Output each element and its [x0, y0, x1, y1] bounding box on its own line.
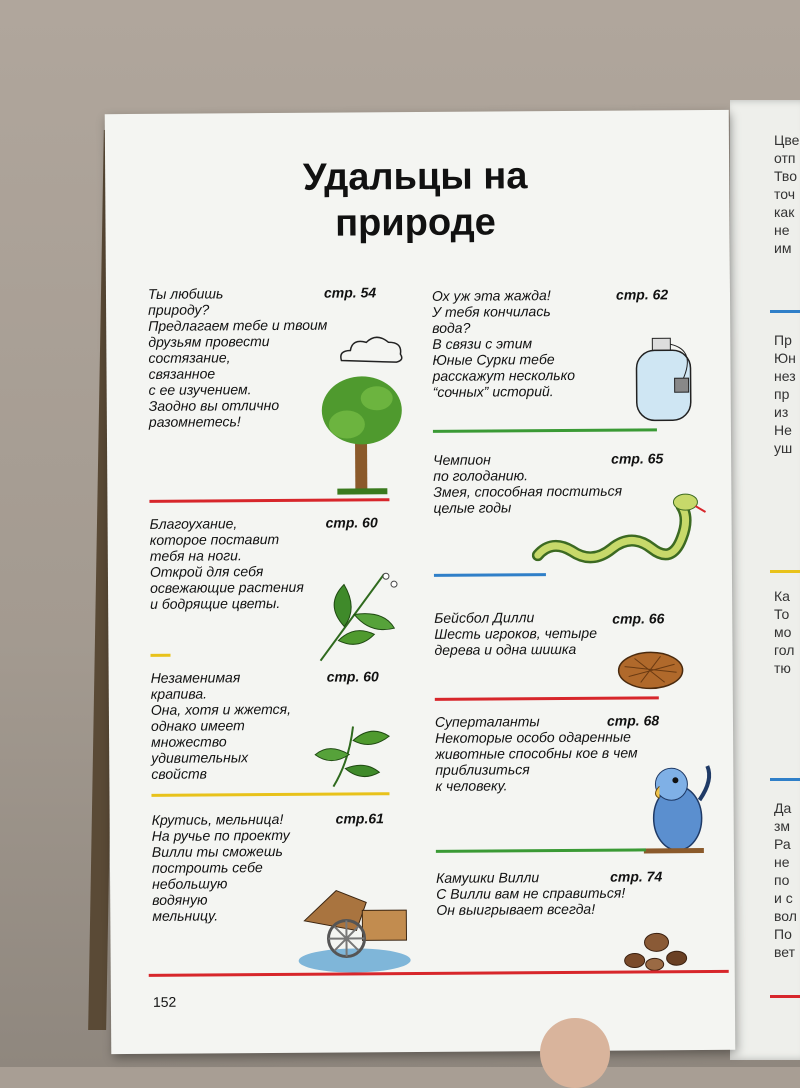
right-rule	[770, 995, 800, 998]
right-fragment: как	[774, 204, 795, 220]
entry-text: Благоухание, которое поставит тебя на ноги. Открой для себя освежающие растения и бодрящие цветы.	[149, 515, 304, 612]
right-fragment: То	[774, 606, 790, 622]
right-fragment: точ	[774, 186, 796, 202]
entry-text: Камушки Вилли С Вилли вам не справиться! Он выигрывает всегда!	[436, 869, 626, 918]
right-fragment: Не	[774, 422, 792, 438]
page-reference: стр. 66	[612, 610, 665, 627]
left-page	[105, 110, 736, 1054]
finger-thumb	[540, 1018, 610, 1088]
section-divider	[435, 696, 659, 701]
right-rule	[770, 570, 800, 573]
page-reference: стр. 74	[610, 868, 663, 885]
right-fragment: Пр	[774, 332, 792, 348]
right-fragment: гол	[774, 642, 795, 658]
right-fragment: уш	[774, 440, 793, 456]
section-divider	[151, 792, 389, 797]
entry-text: Незаменимая крапива. Она, хотя и жжется, однако имеет множество удивительных свойств	[150, 669, 292, 782]
right-fragment: тю	[774, 660, 791, 676]
right-fragment: не	[774, 222, 790, 238]
flask-icon	[630, 334, 701, 424]
entry-text: Бейсбол Дилли Шесть игроков, четыре дерева и одна шишка	[434, 609, 598, 658]
page-title: Удальцы на природе	[302, 155, 528, 245]
section-divider	[149, 498, 389, 503]
section-divider	[436, 848, 646, 852]
page-reference: стр. 62	[615, 286, 669, 303]
right-rule	[770, 310, 800, 313]
right-fragment: зм	[774, 818, 791, 834]
right-fragment: вет	[774, 944, 796, 960]
right-fragment: Да	[774, 800, 792, 816]
section-divider	[433, 428, 657, 433]
section-divider	[150, 654, 170, 657]
cloud-icon	[336, 330, 406, 366]
right-fragment: пр	[774, 386, 790, 402]
tree-icon	[317, 374, 408, 499]
right-fragment: Ра	[774, 836, 791, 852]
right-fragment: вол	[774, 908, 797, 924]
right-fragment: Тво	[774, 168, 798, 184]
page-reference: стр. 68	[606, 712, 660, 729]
nettle-icon	[309, 720, 399, 791]
page-number: 152	[152, 993, 177, 1010]
pinecone-icon	[614, 646, 684, 692]
right-fragment: отп	[774, 150, 796, 166]
right-fragment: По	[774, 926, 792, 942]
right-fragment: нез	[774, 368, 796, 384]
right-fragment: мо	[774, 624, 792, 640]
entry-text: Крутись, мельница! На ручье по проекту Вилли ты сможешь построить себе небольшую водяную мельницу.	[151, 810, 290, 924]
parrot-icon	[637, 760, 718, 861]
page-reference: стр. 60	[326, 668, 379, 685]
page-reference: стр. 60	[325, 514, 378, 531]
right-page	[730, 100, 800, 1060]
bottom-divider	[149, 970, 729, 977]
section-divider	[434, 573, 546, 577]
pebbles-icon	[620, 930, 690, 974]
entry-text: Суперталанты Некоторые особо одаренные животные способны кое в чем приблизиться к человеку.	[434, 713, 638, 794]
page-reference: стр. 54	[323, 284, 377, 301]
right-rule	[770, 778, 800, 781]
page-reference: стр. 65	[611, 450, 664, 467]
right-fragment: по	[774, 872, 790, 888]
page-reference: стр.61	[335, 810, 384, 827]
entry-text: Ох уж эта жажда! У тебя кончилась вода? В связи с этим Юные Сурки тебе расскажут несколько “сочных” историй.	[431, 287, 576, 400]
entry-text: Чемпион по голоданию. Змея, способная поститься целые годы	[433, 451, 623, 516]
right-fragment: не	[774, 854, 790, 870]
right-fragment: Цве	[774, 132, 800, 148]
leaf-branch-icon	[314, 564, 405, 665]
right-fragment: и с	[774, 890, 793, 906]
right-fragment: им	[774, 240, 792, 256]
right-fragment: Юн	[774, 350, 796, 366]
snake-icon	[531, 488, 708, 579]
right-fragment: Ка	[774, 588, 790, 604]
entry-text: Ты любишь природу? Предлагаем тебе и твоим друзьям провести состязание, связанное с ее изучением. Заодно вы отлично разомнетесь!	[147, 285, 328, 430]
right-fragment: из	[774, 404, 789, 420]
watermill-icon	[296, 880, 413, 975]
